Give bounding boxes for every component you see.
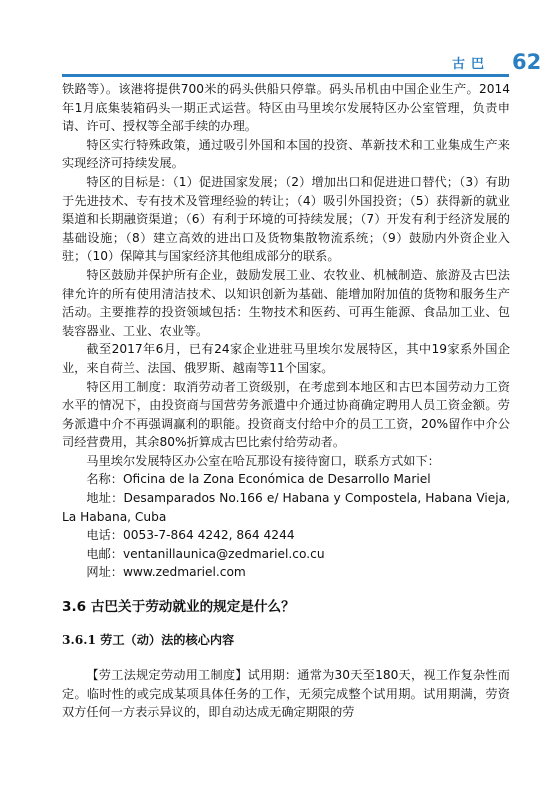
page-body bbox=[62, 80, 510, 722]
page-header bbox=[0, 0, 559, 90]
paragraph-employment-system: 特区用工制度：取消劳动者工资级别，在考虑到本地区和古巴本国劳动力工资水平的情况下，由投资商与国营劳务派遣中介通过协商确定聘用人员工资金额。劳务派遣中介不再强调赢利的职能。投资商支付给中介的员工工资，20%留作中介公司经营费用，其余80%折算成古巴比索付给劳动者。 bbox=[62, 379, 510, 450]
contact-email: 电邮：ventanillaunica@zedmariel.co.cu bbox=[86, 546, 325, 561]
contact-name: 名称：Oficina de la Zona Económica de Desarrollo Mariel bbox=[86, 472, 431, 487]
page-number: 62 bbox=[512, 50, 542, 74]
contact-phone: 电话：0053-7-864 4242, 864 4244 bbox=[86, 528, 295, 543]
section-heading: 3.6 古巴关于劳动就业的规定是什么？ bbox=[62, 599, 295, 616]
running-header-country: 古巴 bbox=[452, 57, 491, 72]
paragraph-encouraged-industries: 特区鼓励并保护所有企业，鼓励发展工业、农牧业、机械制造、旅游及古巴法律允许的所有使用清洁技术、以知识创新为基础、能增加附加值的货物和服务生产活动。主要推荐的投资领域包括：生物技术和医药、可再生能源、食品加工业、包装容器业、工业、农业等。 bbox=[62, 267, 510, 338]
paragraph-enterprises: 截至2017年6月，已有24家企业进驻马里埃尔发展特区，其中19家系外国企业，来自荷兰、法国、俄罗斯、越南等11个国家。 bbox=[62, 342, 510, 375]
paragraph-labor-law: 【劳工法规定劳动用工制度】试用期：通常为30天至180天，视工作复杂性而定。临时性的或完成某项具体任务的工作，无须完成整个试用期。试用期满，劳资双方任何一方表示异议的，即自动达成无确定期限的劳 bbox=[62, 668, 510, 720]
header-rule bbox=[62, 74, 509, 77]
paragraph-port: 铁路等）。该港将提供700米的码头供船只停靠。码头吊机由中国企业生产。2014年1月底集装箱码头一期正式运营。特区由马里埃尔发展特区办公室管理，负责申请、许可、授权等全部手续的办理。 bbox=[62, 82, 510, 134]
contact-website: 网址：www.zedmariel.com bbox=[86, 565, 246, 580]
paragraph-contact-intro: 马里埃尔发展特区办公室在哈瓦那设有接待窗口，联系方式如下： bbox=[86, 453, 440, 468]
paragraph-objectives: 特区的目标是：（1）促进国家发展；（2）增加出口和促进进口替代；（3）有助于先进技术、专有技术及管理经验的转让；（4）吸引外国投资；（5）获得新的就业渠道和长期融资渠道；（6）有利于环境的可持续发展；（7）开发有利于经济发展的基础设施；（8）建立高效的进出口及货物集散物流系统；（9）鼓励内外资企业入驻；（10）保障其与国家经济其他组成部分的联系。 bbox=[62, 174, 510, 264]
paragraph-policy: 特区实行特殊政策，通过吸引外国和本国的投资、革新技术和工业集成生产来实现经济可持续发展。 bbox=[62, 137, 510, 171]
spacer bbox=[62, 650, 510, 666]
contact-address: 地址：Desamparados No.166 e/ Habana y Compostela, Habana Vieja, La Habana, Cuba bbox=[62, 491, 510, 524]
subsection-heading: 3.6.1 劳工（动）法的核心内容 bbox=[62, 633, 235, 648]
